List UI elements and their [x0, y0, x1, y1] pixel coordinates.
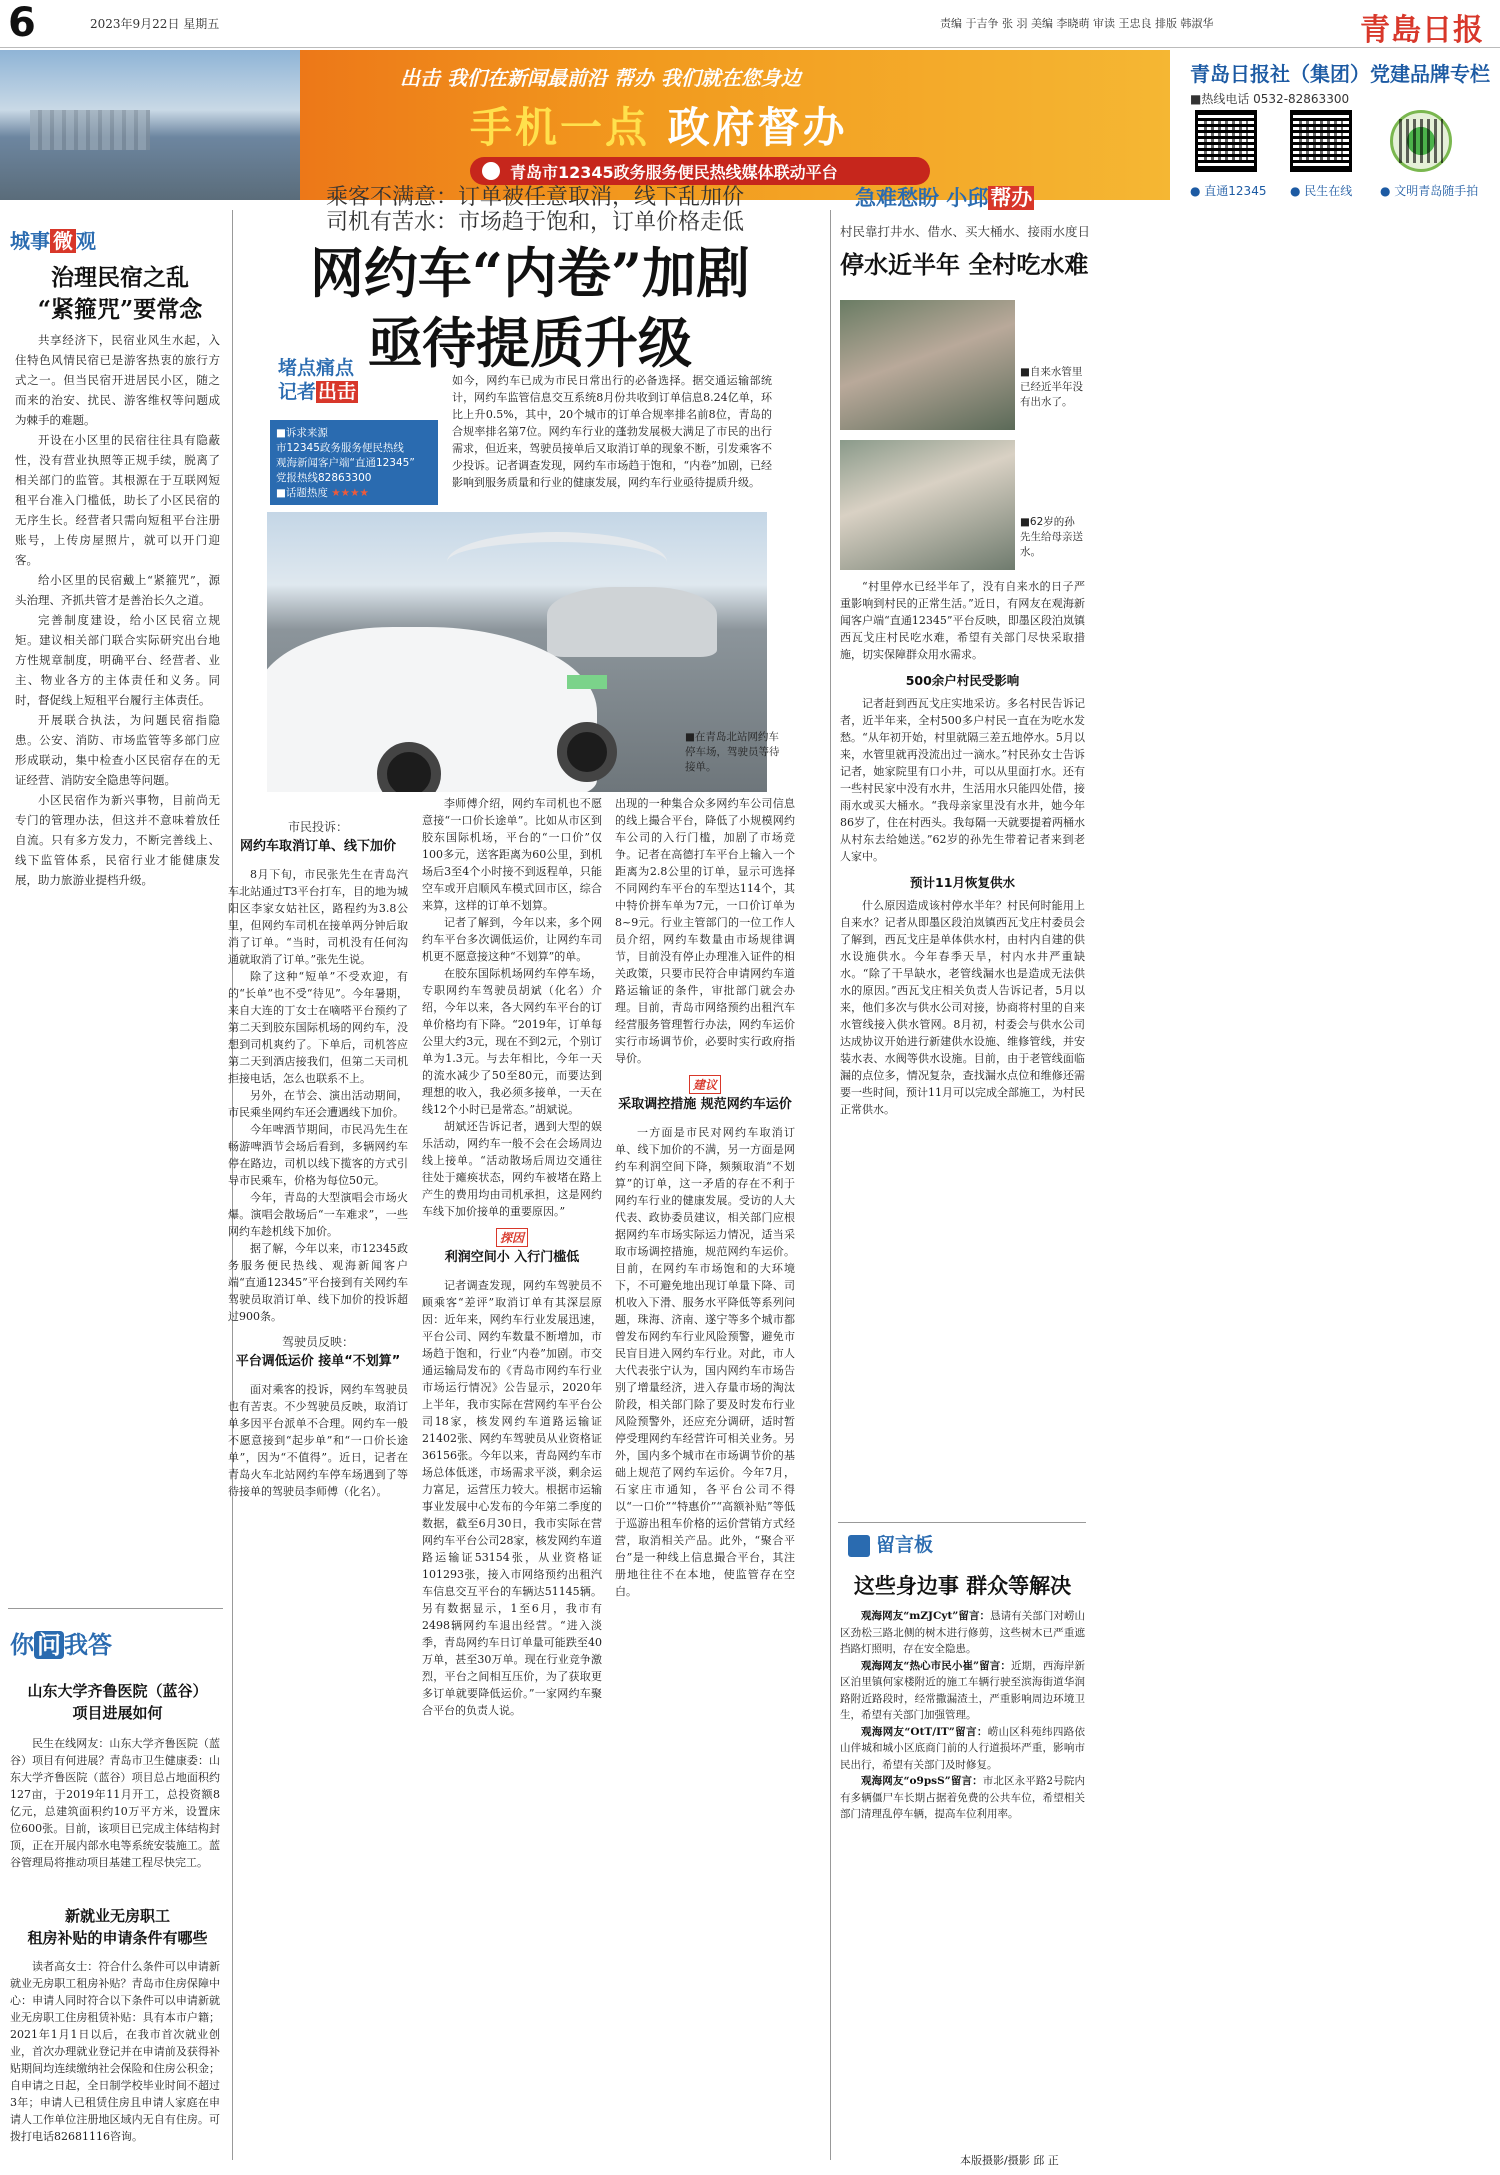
paragraph: 除了这种“短单”不受欢迎，有的“长单”也不受“待见”。今年暑期，来自大连的丁女士在嘀嗒平台预约了第二天到胶东国际机场的网约车，没想到司机爽约了。下单后，司机答应第二天到酒店接我们，但第二天司机拒接电话，怎么也联系不上。: [228, 970, 408, 1085]
list-item: [840, 1773, 1085, 1823]
section-jinan: [855, 182, 1034, 212]
kicker-2: 司机有苦水：市场趋于饱和，订单价格走低: [325, 210, 744, 235]
spot-label-text: 堵点痛点: [278, 357, 355, 379]
wenming-logo-icon: [1390, 110, 1452, 172]
comment-text: 近期，西海岸新区泊里镇何家楼附近的施工车辆行驶至滨海街道华润路附近路段时，经常撒漏渣土，严重影响周边环境卫生，希望有关部门加强管理。: [840, 1659, 1085, 1721]
subhead-4: [615, 1075, 795, 1114]
paragraph: 给小区里的民宿戴上“紧箍咒”，源头治理、齐抓共管才是善治长久之道。: [15, 573, 220, 607]
paragraph: 另外，在节会、演出活动期间，市民乘坐网约车还会遭遇线下加价。: [228, 1089, 408, 1119]
page-number: 6: [8, 0, 36, 46]
spot-label-text-2: 记者: [278, 381, 317, 403]
comment-text: 恳请有关部门对崂山区劲松三路北侧的树木进行修剪，这些树木已严重遮挡路灯照明，存在安全隐患。: [840, 1610, 1085, 1655]
subhead-text: 采取调控措施 规范网约车运价: [618, 1097, 792, 1112]
spot-mark: 出击: [318, 381, 357, 403]
commentary-body: [15, 330, 220, 1600]
paragraph: 记者调查发现，网约车驾驶员不顾乘客“差评”取消订单有其深层原因：近年来，网约车行业发展迅速，平台公司、网约车数量不断增加，市场趋于饱和，行业“内卷”加剧。市交通运输局发布的《青岛市网约车行业市场运行情况》公告显示，2020年上半年，我市实际在营网约车平台公司18家，核发网约车道路运输证21402张、网约车驾驶员从业资格证36156张。今年以来，青岛网约车市场总体低迷，市场需求平淡，剩余运力富足，运营压力较大。根据市运输事业发展中心发布的今年第二季度的数据，截至6月30日，我市实际在营网约车平台公司28家，核发网约车道路运输证53154张，从业资格证101293张，接入市网络预约出租汽车信息交互平台的车辆达51145辆。另有数据显示，1至6月，我市有2498辆网约车退出经营。“进入淡季，青岛网约车日订单量可能跌至40万单，甚至30万单。现在行业竞争激烈，平台之间相互压价，为了获取更多订单就要降低运价。”一家网约车聚合平台的负责人说。: [422, 1279, 602, 1717]
banner-slogan: 出击 我们在新闻最前沿 帮办 我们就在您身边: [400, 66, 801, 90]
tag-tanyin: 探因: [496, 1228, 528, 1247]
right-headline: 停水近半年 全村吃水难: [840, 251, 1089, 279]
paragraph: “村里停水已经半年了，没有自来水的日子严重影响到村民的正常生活。”近日，有网友在观海新闻客户端“直通12345”平台反映，即墨区段泊岚镇西瓦戈庄村民吃水难，希望有关部门尽快采取措施，切实保障群众用水需求。: [840, 580, 1085, 661]
qa-title-2: 新就业无房职工 租房补贴的申请条件有哪些: [27, 1907, 208, 1947]
paragraph: 记者了解到，今年以来，多个网约车平台多次调低运价，让网约车司机更不愿意接这种“不划算”的单。: [422, 916, 602, 963]
car-shape: [547, 587, 717, 657]
subhead-text: 网约车取消订单、线下加价: [239, 839, 396, 854]
paragraph: 8月下旬，市民张先生在青岛汽车北站通过T3平台打车，目的地为城阳区李家女姑社区，路程约为3.8公里，但网约车司机在接单两分钟后取消了订单。“当时，司机没有任何沟通就取消了订单。”张先生说。: [228, 868, 408, 966]
paragraph: 开设在小区里的民宿往往具有隐蔽性，没有营业执照等正规手续，脱离了相关部门的监管。其根源在于互联网短租平台准入门槛低，助长了小区民宿的无序生长。经营者只需向短租平台注册账号，上传房屋照片，就可以开门迎客。: [15, 433, 220, 567]
wheel: [557, 722, 617, 782]
paragraph: 据了解，今年以来，市12345政务服务便民热线、观海新闻客户端“直通12345”平台接到有关网约车驾驶员取消订单、线下加价的投诉超过900条。: [228, 1242, 408, 1323]
editorial-staff: 责编 于吉争 张 羽 美编 李晓萌 审读 王忠良 排版 韩淑华: [940, 17, 1214, 30]
paragraph: 开展联合执法，为问题民宿指隐患。公安、消防、市场监管等多部门应形成联动，集中检查小区民宿存在的无证经营、消防安全隐患等问题。: [15, 713, 220, 787]
list-item: [840, 1658, 1085, 1724]
kicker-1: 乘客不满意：订单被任意取消，线下乱加价: [325, 185, 744, 210]
banner-main-title: [470, 95, 848, 155]
message-board-title: 这些身边事 群众等解决: [853, 1574, 1072, 1598]
qa-title-1: 山东大学齐鲁医院（蓝谷） 项目进展如何: [27, 1682, 208, 1722]
license-plate: [567, 675, 607, 689]
message-board-icon: [848, 1535, 870, 1557]
station-roof: [447, 532, 667, 592]
main-headline: 网约车“内卷”加剧 亟待提质升级: [309, 241, 751, 375]
section-mark: 问: [34, 1631, 64, 1659]
paragraph: 记者赶到西瓦戈庄实地采访。多名村民告诉记者，近半年来，全村500多户村民一直在为吃水发愁。“从年初开始，村里就隔三差五地停水。5月以来，水管里就再没流出过一滴水。”村民孙女士告诉记者，她家院里有口小井，可以从里面打水。还有一些村民家中没有水井，生活用水只能四处借，接雨水或买大桶水。“我母亲家里没有水井，她今年86岁了，住在村西头。我每隔一天就要提着两桶水从村东去给她送。”62岁的孙先生带着记者来到老人家中。: [840, 697, 1085, 863]
qa-body-2: [10, 1958, 220, 2158]
section-mark: 帮办: [990, 186, 1033, 210]
emblem-icon: [482, 162, 500, 180]
photo-dry-tap: [840, 300, 1015, 430]
photo-caption: ■自来水管里已经近半年没有出水了。: [1020, 366, 1083, 408]
masthead-logo: 青島日报: [1360, 13, 1484, 48]
paragraph: 李师傅介绍，网约车司机也不愿意接“一口价长途单”。比如从市区到胶东国际机场，平台的“一口价”仅100多元，送客距离为60公里，到机场后3至4个小时接不到返程单，只能空车或开启顺风车模式回市区，综合来算，这样的订单不划算。: [422, 797, 602, 912]
source-box: [270, 420, 438, 505]
section-chengshi: 城事 微 观: [10, 229, 96, 253]
paragraph: 读者高女士：符合什么条件可以申请新就业无房职工租房补贴？青岛市住房保障中心：申请人同时符合以下条件可以申请新就业无房职工住房租赁补贴：具有本市户籍；2021年1月1日以后，在我市首次就业创业，首次办理就业登记并在申请前及获得补贴期间均连续缴纳社会保险和住房公积金；自申请之日起，全日制学校毕业时间不超过3年；申请人已租赁住房且申请人家庭在申请人工作单位注册地区域内无自有住房。可拨打电话82681116咨询。: [10, 1960, 220, 2143]
paragraph: 面对乘客的投诉，网约车驾驶员也有苦衷。不少驾驶员反映，取消订单多因平台派单不合理。网约车一般不愿意接到“起步单”和“一口价长途单”，因为“不值得”。近日，记者在青岛火车北站网约车停车场遇到了等待接单的驾驶员李师傅（化名）。: [228, 1383, 408, 1498]
divider: [838, 1522, 1086, 1523]
commenter: 观海网友“mZJCyt”留言：: [861, 1610, 991, 1622]
photo-water-delivery: [840, 440, 1015, 570]
qr-label-1: ● 直通12345: [1190, 184, 1267, 198]
right-subhead: 预计11月恢复供水: [910, 875, 1015, 890]
list-item: [840, 1724, 1085, 1774]
commentary-title: 治理民宿之乱 “紧箍咒”要常念: [37, 264, 203, 323]
right-subhead: 500余户村民受影响: [905, 673, 1020, 688]
divider: [8, 1608, 223, 1609]
qa-body-1: [10, 1735, 220, 1895]
story-column-2: [422, 795, 602, 1825]
list-item: [840, 1608, 1085, 1658]
paragraph: 共享经济下，民宿业风生水起，入住特色风情民宿已是游客热衷的旅行方式之一。但当民宿开进居民小区，随之而来的治安、扰民、游客维权等问题成为棘手的难题。: [15, 333, 220, 427]
paragraph: 民生在线网友：山东大学齐鲁医院（蓝谷）项目有何进展？青岛市卫生健康委：山东大学齐鲁医院（蓝谷）项目总占地面积约127亩，于2019年11月开工，总投资额8亿元，总建筑面积约10万平方米，设置床位600张。目前，该项目已完成主体结构封顶，正在开展内部水电等系统安装施工。蓝谷管理局将推动项目基建工程尽快完工。: [10, 1737, 220, 1869]
banner-title-b: 政府督办: [667, 103, 848, 152]
paragraph: 完善制度建设，给小区民宿立规矩。建议相关部门联合实际研究出台地方性规章制度，明确平台、经营者、业主、物业各方的主体责任和义务。同时，督促线上短租平台履行主体责任。: [15, 613, 220, 707]
story-column-3: [615, 795, 795, 1825]
comment-text: 崂山区科苑纬四路依山伴城和城小区底商门前的人行道损坏严重，影响市民出行，希望有关部门及时修复。: [840, 1725, 1085, 1771]
subhead-kicker: 驾驶员反映：: [281, 1335, 354, 1349]
section-wenwoda: 你 问 我答: [10, 1631, 112, 1659]
source-text: ■诉求来源 市12345政务服务便民热线 观海新闻客户端“直通12345” 党报热线82863300 ■话题热度: [276, 427, 415, 499]
right-story-body: [840, 578, 1085, 1518]
qr-code-icon[interactable]: [1290, 110, 1352, 172]
commenter: 观海网友“o9psS”留言：: [861, 1775, 983, 1787]
page-margin: [1095, 200, 1500, 2175]
page-header: [0, 0, 1500, 48]
hotness-stars: ★★★★: [331, 487, 369, 499]
story-intro: 如今，网约车已成为市民日常出行的必备选择。据交通运输部统计，网约车监管信息交互系统8月份共收到订单信息8.24亿单，环比上升0.5%，其中，20个城市的订单合规率排名前8位，青岛的合规率排名第7位。网约车行业的蓬勃发展极大满足了市民的出行需求，但近来，驾驶员接单后又取消订单的现象不断，引发乘客不少投诉。记者调查发现，网约车市场趋于饱和，“内卷”加剧，已经影响到服务质量和行业的健康发展，网约车行业亟待提质升级。: [452, 374, 772, 489]
photo-credit: 本版摄影/摄影 邱 正: [960, 2154, 1059, 2167]
right-kicker: 村民靠打井水、借水、买大桶水、接雨水度日: [840, 224, 1091, 239]
subhead-text: 利润空间小 入行门槛低: [444, 1250, 580, 1265]
subhead-kicker: 市民投诉：: [287, 820, 348, 834]
column-divider: [830, 210, 831, 2160]
story-column-1: [228, 810, 408, 1770]
subhead-text: 平台调低运价 接单“不划算”: [235, 1354, 401, 1369]
commenter: 观海网友“热心市民小崔”留言：: [861, 1659, 1011, 1672]
message-board-list: [840, 1608, 1085, 2128]
subhead-3: [422, 1228, 602, 1267]
paragraph: 胡斌还告诉记者，遇到大型的娱乐活动，网约车一般不会在会场周边线上接单。“活动散场后周边交通往往处于瘫痪状态，网约车被堵在路上产生的费用均由司机承担，这是网约车线下加价接单的重要原因。”: [422, 1120, 602, 1218]
brand-hotline: ■热线电话 0532-82863300: [1190, 92, 1350, 106]
banner-platform: 青岛市12345政务服务便民热线媒体联动平台: [510, 163, 838, 182]
qr-label-3: ● 文明青岛随手拍: [1380, 184, 1479, 198]
photo-caption: ■在青岛北站网约车停车场，驾驶员等待接单。: [685, 731, 780, 773]
paragraph: 什么原因造成该村停水半年？村民何时能用上自来水？记者从即墨区段泊岚镇西瓦戈庄村委员会了解到，西瓦戈庄是单体供水村，由村内自建的供水设施供水。今年春季天旱，村内水井严重缺水。“除了干旱缺水，老管线漏水也是造成无法供水的原因。”西瓦戈庄相关负责人告诉记者，5月以来，他们多次与供水公司对接，协商将村里的自来水管线接入供水管网。8月初，村委会与供水公司达成协议开始进行新建供水设施、维修管线，并安装水表、水阀等供水设施。目前，由于老管线面临漏的点位多，情况复杂，查找漏水点位和维修还需要一些时间，预计11月可以完成全部施工，为村民正常供水。: [840, 899, 1085, 1116]
section-text: 留言板: [876, 1534, 934, 1556]
qr-code-icon[interactable]: [1195, 110, 1257, 172]
paragraph: 小区民宿作为新兴事物，目前尚无专门的管理办法，但这并不意味着放任自流。只有多方发力，不断完善线上、线下监管体系，民宿行业才能健康发展，助力旅游业提档升级。: [15, 793, 220, 887]
photo-caption: ■62岁的孙先生给母亲送水。: [1020, 516, 1083, 558]
banner-title-a: 手机一点: [470, 103, 668, 152]
commenter: 观海网友“OtT/IT”留言：: [861, 1725, 988, 1738]
tag-jianyi: 建议: [689, 1075, 721, 1094]
paragraph: 出现的一种集合众多网约车公司信息的线上撮合平台，降低了小规模网约车公司的入行门槛，加剧了市场竞争。记者在高德打车平台上输入一个距离为2.8公里的订单，显示可选择不同网约车平台的车型达114个，其中特价拼车单为7元，一口价订单为8~9元。行业主管部门的一位工作人员介绍，网约车数量由市场规律调节，目前没有停止办理准入证件的相关政策，只要市民符合申请网约车道路运输证的条件，审批部门就会办理。目前，青岛市网络预约出租汽车经营服务管理暂行办法，网约车运价实行市场调节价，必要时实行政府指导价。: [615, 797, 795, 1065]
section-text: 急难愁盼 小邱: [855, 186, 989, 210]
comment-text: 市北区永平路2号院内有多辆僵尸车长期占据着免费的公共车位，希望相关部门清理乱停车辆，提高车位利用率。: [840, 1775, 1085, 1820]
brand-title: 青岛日报社（集团）党建品牌专栏: [1190, 62, 1490, 86]
paragraph: 今年啤酒节期间，市民冯先生在畅游啤酒节会场后看到，多辆网约车停在路边，司机以线下揽客的方式引导市民乘车，价格为每位50元。: [228, 1123, 408, 1187]
subhead-1: [228, 818, 408, 856]
paragraph: 今年，青岛的大型演唱会市场火爆。演唱会散场后“一车难求”，一些网约车趁机线下加价。: [228, 1191, 408, 1238]
section-mark: 微: [50, 229, 76, 253]
section-liuyanban: [848, 1530, 933, 1557]
paragraph: 在胶东国际机场网约车停车场，专职网约车驾驶员胡斌（化名）介绍，今年以来，各大网约车平台的订单价格均有下降。“2019年，订单每公里大约3元，现在不到2元，个别订单为1.3元。与去年相比，今年一天的流水减少了50至80元，而要达到理想的收入，我必须多接单，一天在线12个小时已是常态。”胡斌说。: [422, 967, 602, 1116]
banner-city-photo: [0, 50, 300, 200]
qr-label-2: ● 民生在线: [1290, 184, 1353, 198]
paragraph: 一方面是市民对网约车取消订单、线下加价的不满，另一方面是网约车利润空间下降，频频取消“不划算”的订单，这一矛盾的存在不利于网约车行业的健康发展。受访的人大代表、政协委员建议，相关部门应根据网约车市场实际运力情况，适当采取市场调控措施，规范网约车运价。目前，在网约车市场饱和的大环境下，不可避免地出现订单量下降、司机收入下滑、服务水平降低等系列问题，珠海、济南、遂宁等多个城市都曾发布网约车行业风险预警，避免市民盲目进入网约车行业。对此，市人大代表张宁认为，国内网约车市场告别了增量经济，进入存量市场的淘汰阶段，相关部门除了要及时发布行业风险预警外，还应充分调研，适时暂停受理网约车经营许可相关业务。另外，国内多个城市在市场调节价的基础上规范了网约车运价。今年7月，石家庄市通知，各平台公司不得以“一口价”“特惠价”“高额补贴”等低于巡游出租车价格的运价营销方式经营，取消相关产品。此外，“聚合平台”是一种线上信息撮合平台，其注册地往往不在本地，使监管存在空白。: [615, 1126, 795, 1598]
subhead-2: [228, 1333, 408, 1371]
issue-date: 2023年9月22日 星期五: [90, 17, 220, 31]
spot-label: [278, 356, 358, 404]
